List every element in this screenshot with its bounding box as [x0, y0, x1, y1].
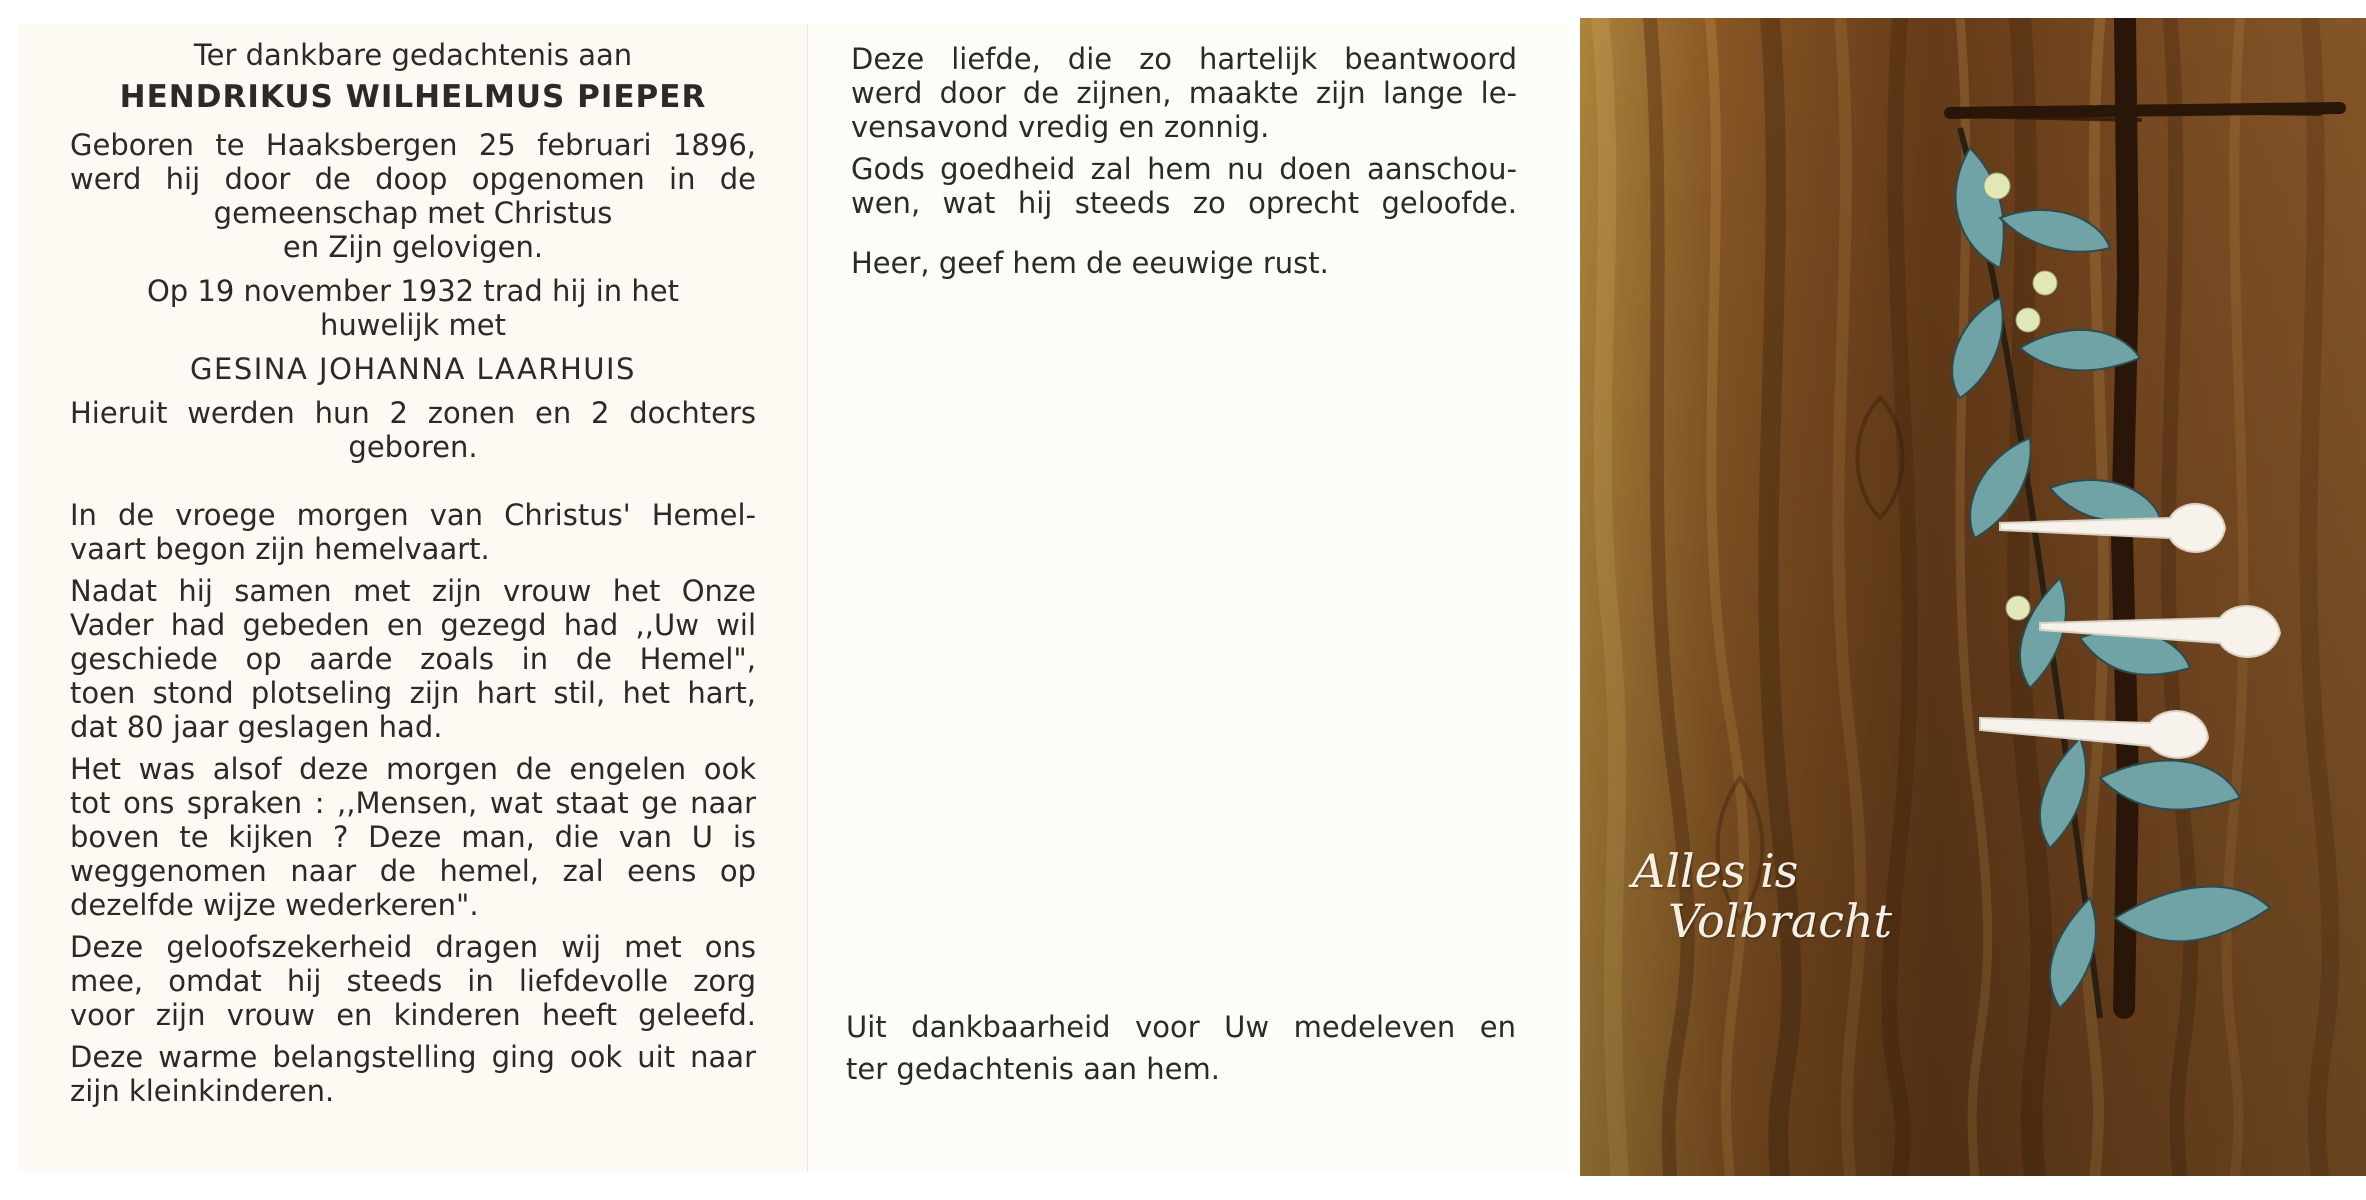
dedication-line: Ter dankbare gedachtenis aan	[193, 38, 633, 72]
spouse-name: GESINA JOHANNA LAARHUIS	[190, 352, 636, 386]
text-line: Op 19 november 1932 trad hij in het	[146, 274, 679, 308]
text-line: werd hij door de doop opgenomen in de	[70, 162, 756, 196]
text-line: Nadat hij samen met zijn vrouw het Onze	[70, 574, 756, 608]
text-line: huwelijk met	[320, 308, 506, 342]
text-line: vaart begon zijn hemelvaart.	[70, 532, 490, 566]
text-line: weggenomen naar de hemel, zal eens op	[70, 854, 756, 888]
text-line: boven te kijken ? Deze man, die van U is	[70, 820, 756, 854]
cross-illustration	[1580, 18, 2366, 1176]
text-line: geschiede op aarde zoals in de Hemel",	[70, 642, 756, 676]
text-line: geboren.	[348, 430, 478, 464]
text-line: tot ons spraken : ,,Mensen, wat staat ge naar	[70, 786, 756, 820]
text-line: Uit dankbaarheid voor Uw medeleven en	[846, 1010, 1516, 1044]
text-line: voor zijn vrouw en kinderen heeft geleefd.	[70, 998, 756, 1032]
text-line: en Zijn gelovigen.	[282, 230, 544, 264]
text-line: mee, omdat hij steeds in liefdevolle zorg	[70, 964, 756, 998]
text-line: ter gedachtenis aan hem.	[846, 1052, 1220, 1086]
text-line: Hieruit werden hun 2 zonen en 2 dochters	[70, 396, 756, 430]
card-caption-line2: Volbracht	[1668, 894, 1893, 948]
text-line: dezelfde wijze wederkeren".	[70, 888, 479, 922]
text-line: Vader had gebeden en gezegd had ,,Uw wil	[70, 608, 756, 642]
middle-text-panel	[808, 24, 1568, 1172]
card-caption-line1: Alles is	[1632, 844, 1799, 898]
text-line: Deze warme belangstelling ging ook uit naar	[70, 1040, 756, 1074]
prayer-line: Heer, geef hem de eeuwige rust.	[851, 246, 1329, 280]
text-line: vensavond vredig en zonnig.	[851, 110, 1270, 144]
text-line: Deze liefde, die zo hartelijk beantwoord	[851, 42, 1517, 76]
left-text-panel	[18, 24, 808, 1172]
text-line: toen stond plotseling zijn hart stil, het hart,	[70, 676, 756, 710]
text-line: werd door de zijnen, maakte zijn lange le-	[851, 76, 1517, 110]
text-line: Geboren te Haaksbergen 25 februari 1896,	[70, 128, 756, 162]
text-line: Deze geloofszekerheid dragen wij met ons	[70, 930, 756, 964]
text-line: dat 80 jaar geslagen had.	[70, 710, 443, 744]
card-image-panel	[1580, 18, 2366, 1176]
text-line: zijn kleinkinderen.	[70, 1074, 335, 1108]
text-line: Gods goedheid zal hem nu doen aanschou-	[851, 152, 1517, 186]
text-line: gemeenschap met Christus	[213, 196, 613, 230]
text-line: Het was alsof deze morgen de engelen ook	[70, 752, 756, 786]
text-line: In de vroege morgen van Christus' Hemel-	[70, 498, 756, 532]
text-line: wen, wat hij steeds zo oprecht geloofde.	[851, 186, 1517, 220]
deceased-name: HENDRIKUS WILHELMUS PIEPER	[119, 79, 707, 115]
